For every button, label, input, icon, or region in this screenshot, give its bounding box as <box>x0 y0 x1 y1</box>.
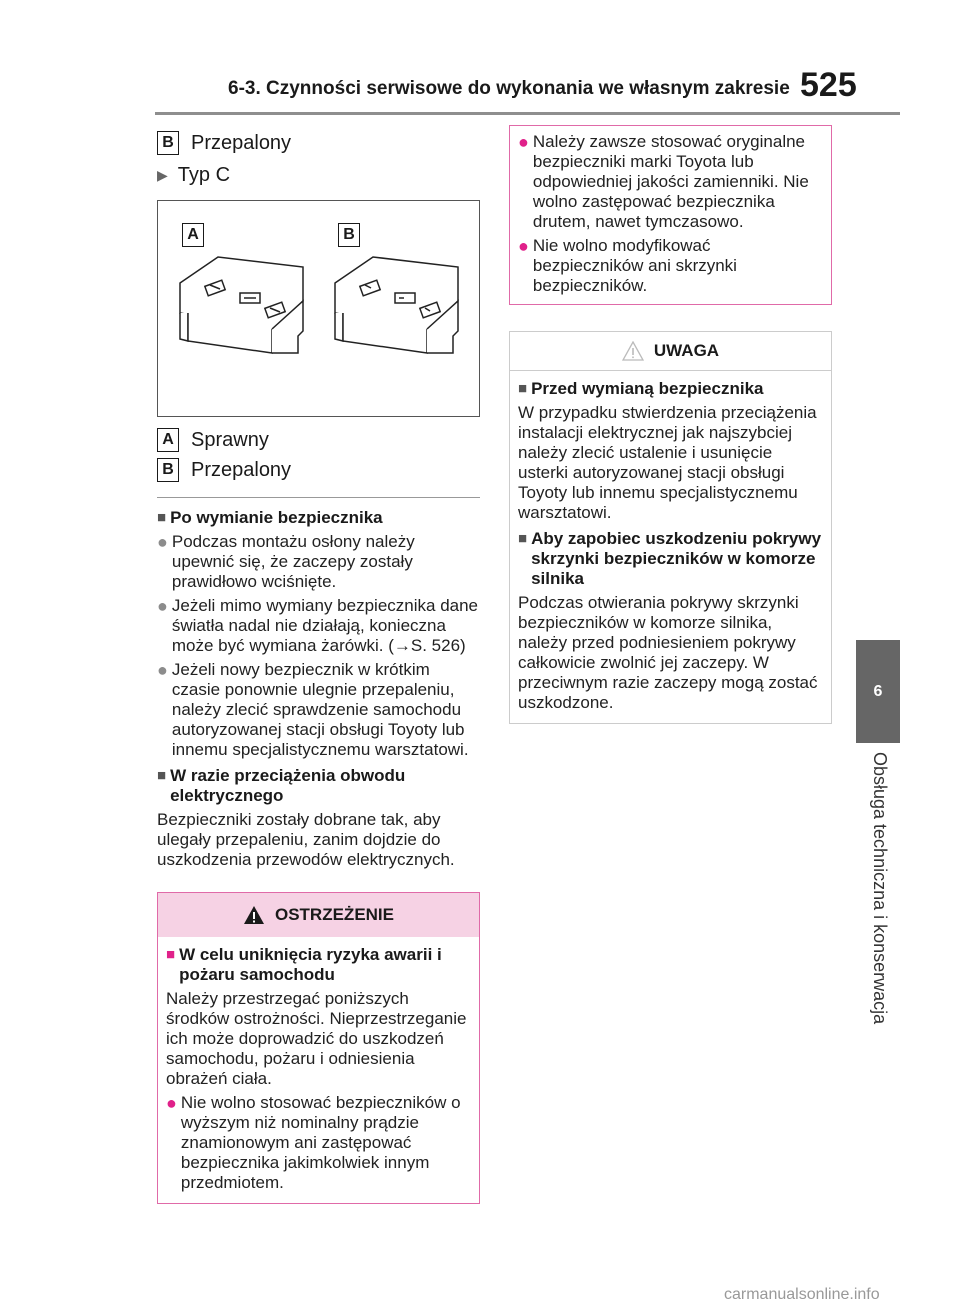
bullet-icon: ● <box>518 132 529 152</box>
fuse-figure <box>157 200 480 417</box>
notice-text: W przypadku stwierdzenia przeciążenia instalacji elektrycznej jak najszybciej należy zlecić ustalenie i usunięcie usterki autoryzowanej stacji obsługi Toyoty lub innemu specjalistycznemu warsztatowi. <box>518 403 817 522</box>
warning-title: OSTRZEŻENIE <box>274 905 394 924</box>
triangle-right-icon: ▶ <box>157 166 168 183</box>
type-heading <box>157 160 480 190</box>
warning-heading-text: W celu uniknięcia ryzyka awarii i pożaru samochodu <box>179 945 442 984</box>
notice-heading <box>518 379 823 399</box>
warning-header <box>158 893 479 937</box>
bullet-icon: ● <box>166 1093 177 1113</box>
bullet-icon: ● <box>157 660 168 680</box>
square-icon: ■ <box>518 380 528 397</box>
notice-heading-text: Przed wymianą bezpiecznika <box>531 379 764 398</box>
caption-a-text: Sprawny <box>191 428 269 451</box>
warning-item-text: Należy zawsze stosować oryginalne bezpieczniki marki Toyota lub odpowiedniej jakości zamienniki. Nie wolno zastępować bezpiecznika drutem, nawet tymczasowo. <box>532 132 809 231</box>
caption-b <box>157 455 480 485</box>
list-item <box>157 532 480 592</box>
notice-header <box>510 332 831 371</box>
caption-b-text: Przepalony <box>191 458 292 481</box>
square-icon: ■ <box>157 509 167 526</box>
warning-box <box>157 892 480 1204</box>
chapter-number: 6 <box>873 682 883 700</box>
notice-body <box>510 371 831 723</box>
page-number: 525 <box>800 66 857 104</box>
chapter-title-vertical: Obsługa techniczna i konserwacja <box>870 752 890 1025</box>
notice-box <box>509 331 832 724</box>
warning-text: Należy przestrzegać poniższych środków ostrożności. Nieprzestrzeganie ich może doprowadzić do uszkodzeń samochodu, pożaru i odniesienia obrażeń ciała. <box>166 989 467 1088</box>
section-heading <box>157 508 480 528</box>
notice-heading <box>518 529 823 589</box>
warning-item <box>518 132 823 232</box>
warning-heading <box>166 945 471 985</box>
label-b-line <box>157 128 480 158</box>
letter-a-icon: A <box>157 428 179 452</box>
list-item-text: Podczas montażu osłony należy upewnić się, że zaczepy zostały prawidłowo wciśnięte. <box>171 532 415 591</box>
fuse-illustration <box>158 201 478 414</box>
square-icon: ■ <box>518 530 528 547</box>
bullet-icon: ● <box>157 596 168 616</box>
list-item-text: Jeżeli nowy bezpiecznik w krótkim czasie ponownie ulegnie przepaleniu, należy zlecić sprawdzenie samochodu autoryzowanej stacji obsługi Toyoty lub innemu specjalistycznemu warsztatowi. <box>171 660 469 759</box>
list-item <box>157 660 480 760</box>
right-column <box>509 125 832 724</box>
square-icon: ■ <box>166 946 176 963</box>
caution-triangle-icon <box>622 341 644 361</box>
header-divider <box>155 112 900 115</box>
type-label: Typ C <box>177 163 231 186</box>
section-divider <box>157 497 480 498</box>
section-heading-text: Po wymianie bezpiecznika <box>170 508 383 527</box>
square-icon: ■ <box>157 767 167 784</box>
warning-item-text: Nie wolno modyfikować bezpieczników ani skrzynki bezpieczników. <box>532 236 737 295</box>
bullet-icon: ● <box>157 532 168 552</box>
letter-b-icon: B <box>157 131 179 155</box>
warning-body <box>158 937 479 1203</box>
section-heading <box>157 766 480 806</box>
figure-label-b: B <box>338 223 360 247</box>
warning-item-text: Nie wolno stosować bezpieczników o wyższym niż nominalny prądzie znamionowym ani zastępować bezpiecznika jakimkolwiek innym przedmiotem. <box>180 1093 461 1192</box>
warning-triangle-icon <box>243 905 265 925</box>
notice-title: UWAGA <box>653 341 720 360</box>
running-header: 6-3. Czynności serwisowe do wykonania we własnym zakresie <box>228 78 790 99</box>
letter-b-icon: B <box>157 458 179 482</box>
notice-heading-text: Aby zapobiec uszkodzeniu pokrywy skrzynki bezpieczników w komorze silnika <box>531 529 822 588</box>
left-column <box>157 128 480 1204</box>
section-heading-text: W razie przeciążenia obwodu elektrycznego <box>170 766 406 805</box>
warning-item <box>166 1093 471 1193</box>
label-b-text: Przepalony <box>191 131 292 154</box>
caption-a <box>157 425 480 455</box>
notice-text: Podczas otwierania pokrywy skrzynki bezpieczników w komorze silnika, należy przed podniesieniem pokrywy całkowicie zwolnić jej zaczepy. W przeciwnym razie zaczepy mogą zostać uszkodzone. <box>518 593 818 712</box>
watermark: carmanualsonline.info <box>724 1286 880 1303</box>
list-item-text: Jeżeli mimo wymiany bezpiecznika dane światła nadal nie działają, konieczna może być wymiana żarówki. (→S. 526) <box>171 596 479 655</box>
chapter-tab[interactable] <box>856 640 900 743</box>
warning-item <box>518 236 823 296</box>
paragraph: Bezpieczniki zostały dobrane tak, aby ulegały przepaleniu, zanim dojdzie do uszkodzenia przewodów elektrycznych. <box>157 810 455 869</box>
list-item <box>157 596 480 656</box>
figure-label-a: A <box>182 223 204 247</box>
warning-continuation-box <box>509 125 832 305</box>
bullet-icon: ● <box>518 236 529 256</box>
